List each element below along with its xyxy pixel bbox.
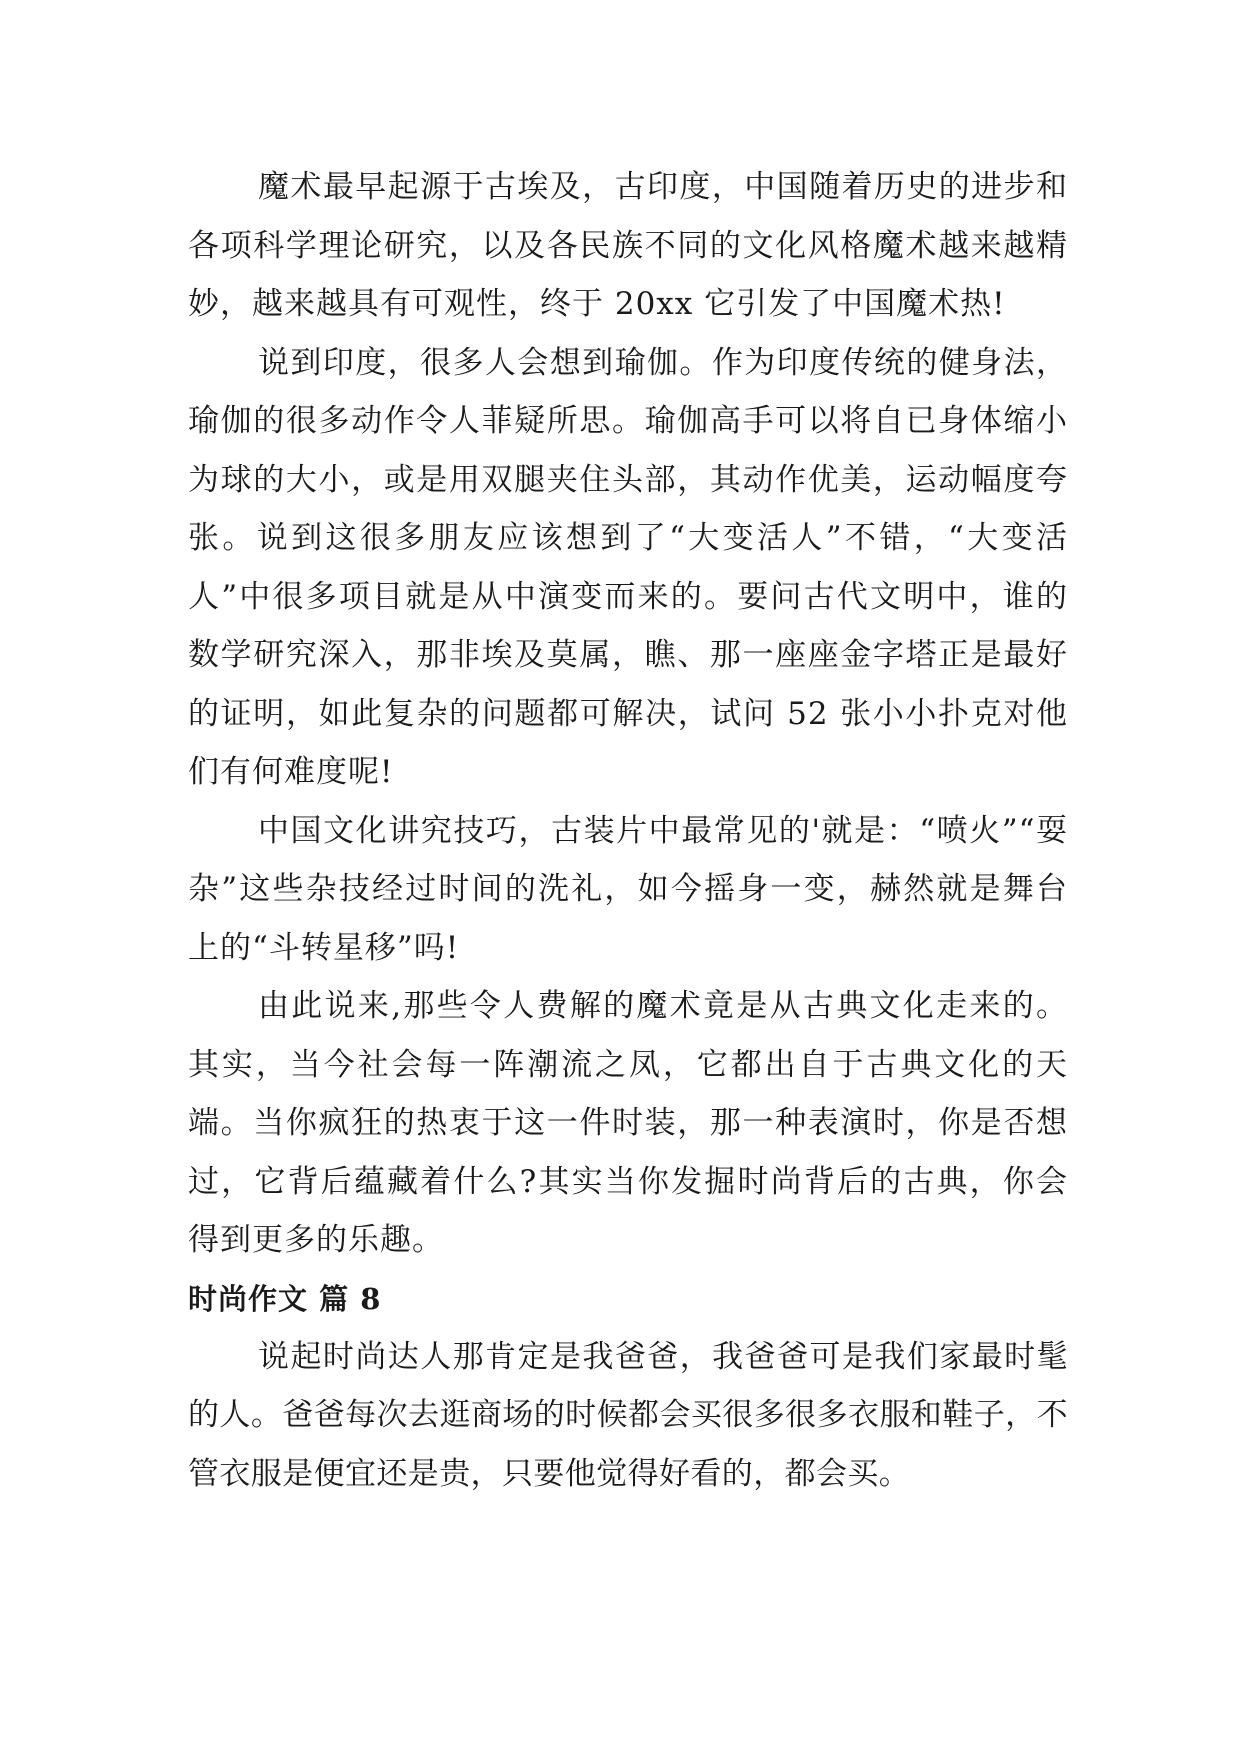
document-page: [188, 158, 1068, 1503]
paragraph-fashion-dad: 说起时尚达人那肯定是我爸爸，我爸爸可是我们家最时髦的人。爸爸每次去逛商场的时候都会买很多很多衣服和鞋子，不管衣服是便宜还是贵，只要他觉得好看的，都会买。: [188, 1338, 1068, 1492]
section-heading: 时尚作文 篇 8: [188, 1281, 382, 1316]
paragraph-conclusion: 由此说来,那些令人费解的魔术竟是从古典文化走来的。其实，当今社会每一阵潮流之凤，它都出自于古典文化的天端。当你疯狂的热衷于这一件时装，那一种表演时，你是否想过，它背后蕴藏着什么?其实当你发掘时尚背后的古典，你会得到更多的乐趣。: [188, 988, 1068, 1258]
paragraph-magic-origins: 魔术最早起源于古埃及，古印度，中国随着历史的进步和各项科学理论研究，以及各民族不同的文化风格魔术越来越精妙，越来越具有可观性，终于 20xx 它引发了中国魔术热!: [188, 169, 1068, 322]
paragraph-india-yoga: 说到印度，很多人会想到瑜伽。作为印度传统的健身法，瑜伽的很多动作令人菲疑所思。瑜伽高手可以将自已身体缩小为球的大小，或是用双腿夹住头部，其动作优美，运动幅度夸张。说到这很多朋友应该想到了“大变活人”不错，“大变活人”中很多项目就是从中演变而来的。要问古代文明中，谁的数学研究深入，那非埃及莫属，瞧、那一座座金字塔正是最好的证明，如此复杂的问题都可解决，试问 52 张小小扑克对他们有何难度呢!: [188, 344, 1068, 790]
paragraph-chinese-culture: 中国文化讲究技巧，古装片中最常见的'就是：“喷火”“耍杂”这些杂技经过时间的洗礼，如今摇身一变，赫然就是舞台上的“斗转星移”吗!: [188, 812, 1068, 966]
